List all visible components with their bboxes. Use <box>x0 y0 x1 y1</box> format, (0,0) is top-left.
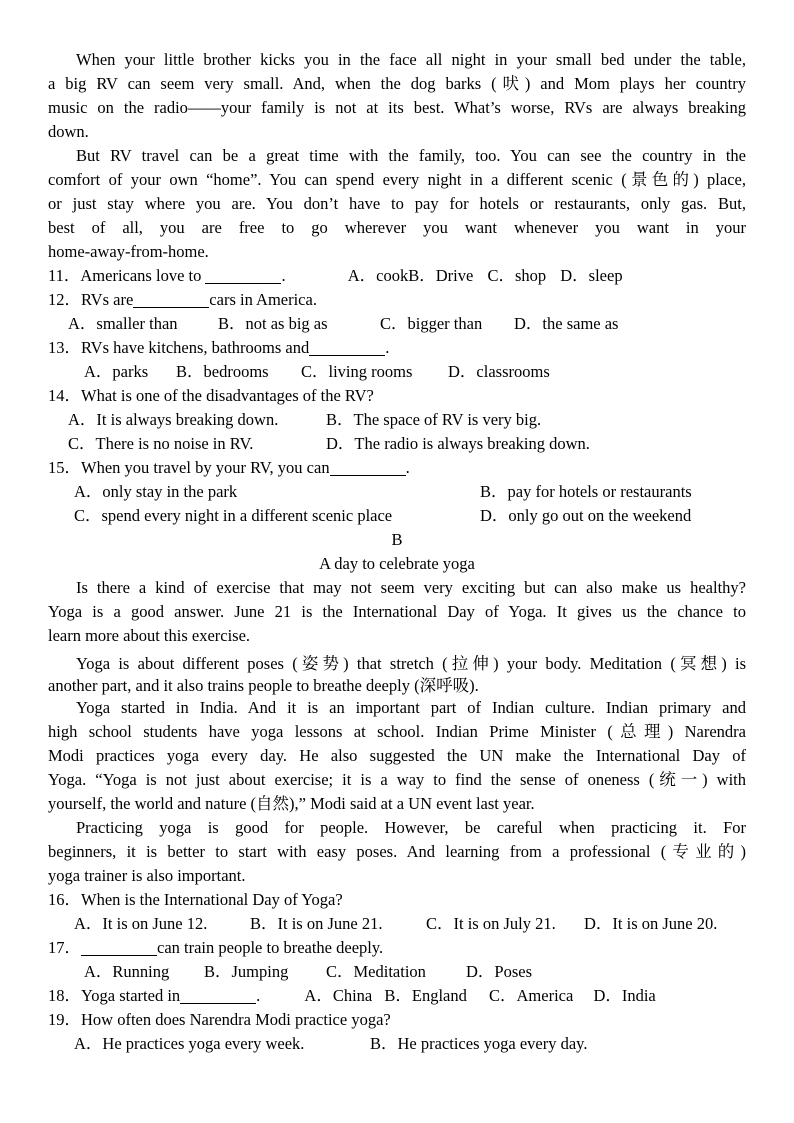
question-stem-tail: . <box>281 266 286 285</box>
question-17 <box>48 936 746 960</box>
passage-b-line: Yoga is a good answer. June 21 is the International Day of Yoga. It gives us the chance to <box>48 602 746 621</box>
passage-b-line: Practicing yoga is good for people. However, be careful when practicing it. For <box>76 818 746 837</box>
passage-a-line: When your little brother kicks you in the face all night in your small bed under the table, <box>76 50 746 69</box>
question-16-options <box>48 912 746 936</box>
option-b: B．England <box>384 986 467 1005</box>
question-18 <box>48 984 746 1008</box>
option-a: A．parks <box>84 362 149 381</box>
question-11 <box>48 264 746 288</box>
question-13-options <box>48 360 746 384</box>
option-a: A．only stay in the park <box>74 482 238 501</box>
question-stem: 14．What is one of the disadvantages of the RV? <box>48 386 374 405</box>
answer-blank <box>180 986 256 1004</box>
exam-page <box>48 48 746 1056</box>
passage-b-line: learn more about this exercise. <box>48 626 251 645</box>
passage-b-line: yourself, the world and nature (自然),” Modi said at a UN event last year. <box>48 794 535 813</box>
question-15 <box>48 456 746 480</box>
passage-a-line: music on the radio——your family is not at its best. What’s worse, RVs are always breaking <box>48 98 746 117</box>
passage-a-line: comfort of your own “home”. You can spend every night in a different scenic (景色的) place, <box>48 170 746 189</box>
question-12 <box>48 288 746 312</box>
question-stem-tail: can train people to breathe deeply. <box>157 938 384 957</box>
passage-b-line: Modi practices yoga every day. He also suggested the UN make the International Day of <box>48 746 746 765</box>
question-stem: 12．RVs are <box>48 290 134 309</box>
question-stem-tail: . <box>256 986 261 1005</box>
question-14-options <box>48 432 746 456</box>
question-14-options <box>48 408 746 432</box>
question-stem: 17． <box>48 938 81 957</box>
passage-b-line: another part, and it also trains people to breathe deeply (深呼吸). <box>48 676 479 695</box>
option-c: C．It is on July 21. <box>426 914 556 933</box>
passage-a-line: But RV travel can be a great time with the family, too. You can see the country in the <box>76 146 746 165</box>
option-b: B．It is on June 21. <box>250 914 383 933</box>
option-c: C．Meditation <box>326 962 426 981</box>
question-14 <box>48 384 746 408</box>
answer-blank <box>81 938 157 956</box>
option-c: C．There is no noise in RV. <box>68 434 254 453</box>
question-15-options <box>48 480 746 504</box>
option-a: A．Running <box>84 962 170 981</box>
question-19-options <box>48 1032 746 1056</box>
option-c: C．bigger than <box>380 314 483 333</box>
option-d: D．sleep <box>560 266 623 285</box>
question-stem: 15．When you travel by your RV, you can <box>48 458 330 477</box>
option-a: A．He practices yoga every week. <box>74 1034 305 1053</box>
passage-a-line: down. <box>48 122 89 141</box>
option-b: B．The space of RV is very big. <box>326 410 542 429</box>
option-a: A．It is on June 12. <box>74 914 208 933</box>
passage-b-line: Is there a kind of exercise that may not seem very exciting but can also make us healthy? <box>76 578 746 597</box>
question-17-options <box>48 960 746 984</box>
option-d: D．only go out on the weekend <box>480 506 692 525</box>
question-16 <box>48 888 746 912</box>
option-d: D．Poses <box>466 962 533 981</box>
answer-blank <box>309 338 385 356</box>
option-d: D．the same as <box>514 314 619 333</box>
option-d: D．classrooms <box>448 362 550 381</box>
question-stem: 11．Americans love to <box>48 266 202 285</box>
question-15-options <box>48 504 746 528</box>
option-c: C．America <box>489 986 574 1005</box>
option-b: B．not as big as <box>218 314 328 333</box>
option-d: D．The radio is always breaking down. <box>326 434 590 453</box>
question-13 <box>48 336 746 360</box>
section-title: A day to celebrate yoga <box>319 554 475 573</box>
passage-b-line: yoga trainer is also important. <box>48 866 246 885</box>
question-stem: 13．RVs have kitchens, bathrooms and <box>48 338 310 357</box>
passage-b-line: Yoga is about different poses (姿势) that stretch (拉伸) your body. Meditation (冥想) is <box>76 654 746 673</box>
question-stem: 16．When is the International Day of Yoga? <box>48 890 343 909</box>
passage-b-line: high school students have yoga lessons at school. Indian Prime Minister (总理) Narendra <box>48 722 746 741</box>
passage-a-line: best of all, you are free to go wherever you want whenever you want in your <box>48 218 746 237</box>
option-c: C．spend every night in a different scenic place <box>74 506 393 525</box>
option-a: A．China <box>304 986 373 1005</box>
passage-a-line: or just stay where you are. You don’t have to pay for hotels or restaurants, only gas. But, <box>48 194 746 213</box>
passage-b-line: beginners, it is better to start with easy poses. And learning from a professional (专业的) <box>48 842 746 861</box>
question-stem-tail: . <box>385 338 390 357</box>
option-d: D．India <box>593 986 656 1005</box>
answer-blank <box>205 266 281 284</box>
option-c: C．shop <box>487 266 547 285</box>
passage-a-line: home-away-from-home. <box>48 242 209 261</box>
section-letter: B <box>391 530 403 549</box>
option-a: A．cookB．Drive <box>347 266 474 285</box>
question-stem: 18．Yoga started in <box>48 986 181 1005</box>
option-b: B．He practices yoga every day. <box>370 1034 588 1053</box>
option-c: C．living rooms <box>301 362 413 381</box>
question-12-options <box>48 312 746 336</box>
option-b: B．pay for hotels or restaurants <box>480 482 692 501</box>
option-d: D．It is on June 20. <box>584 914 718 933</box>
question-stem-tail: . <box>405 458 410 477</box>
question-stem-tail: cars in America. <box>209 290 317 309</box>
passage-a-line: a big RV can seem very small. And, when the dog barks (吠) and Mom plays her country <box>48 74 746 93</box>
answer-blank <box>330 458 406 476</box>
option-b: B．Jumping <box>204 962 289 981</box>
option-a: A．It is always breaking down. <box>68 410 279 429</box>
question-stem: 19．How often does Narendra Modi practice yoga? <box>48 1010 391 1029</box>
passage-b-line: Yoga started in India. And it is an important part of Indian culture. Indian primary and <box>76 698 746 717</box>
option-a: A．smaller than <box>68 314 178 333</box>
passage-b-line: Yoga. “Yoga is not just about exercise; it is a way to find the sense of oneness (统一) with <box>48 770 746 789</box>
answer-blank <box>133 290 209 308</box>
option-b: B．bedrooms <box>176 362 269 381</box>
question-19 <box>48 1008 746 1032</box>
